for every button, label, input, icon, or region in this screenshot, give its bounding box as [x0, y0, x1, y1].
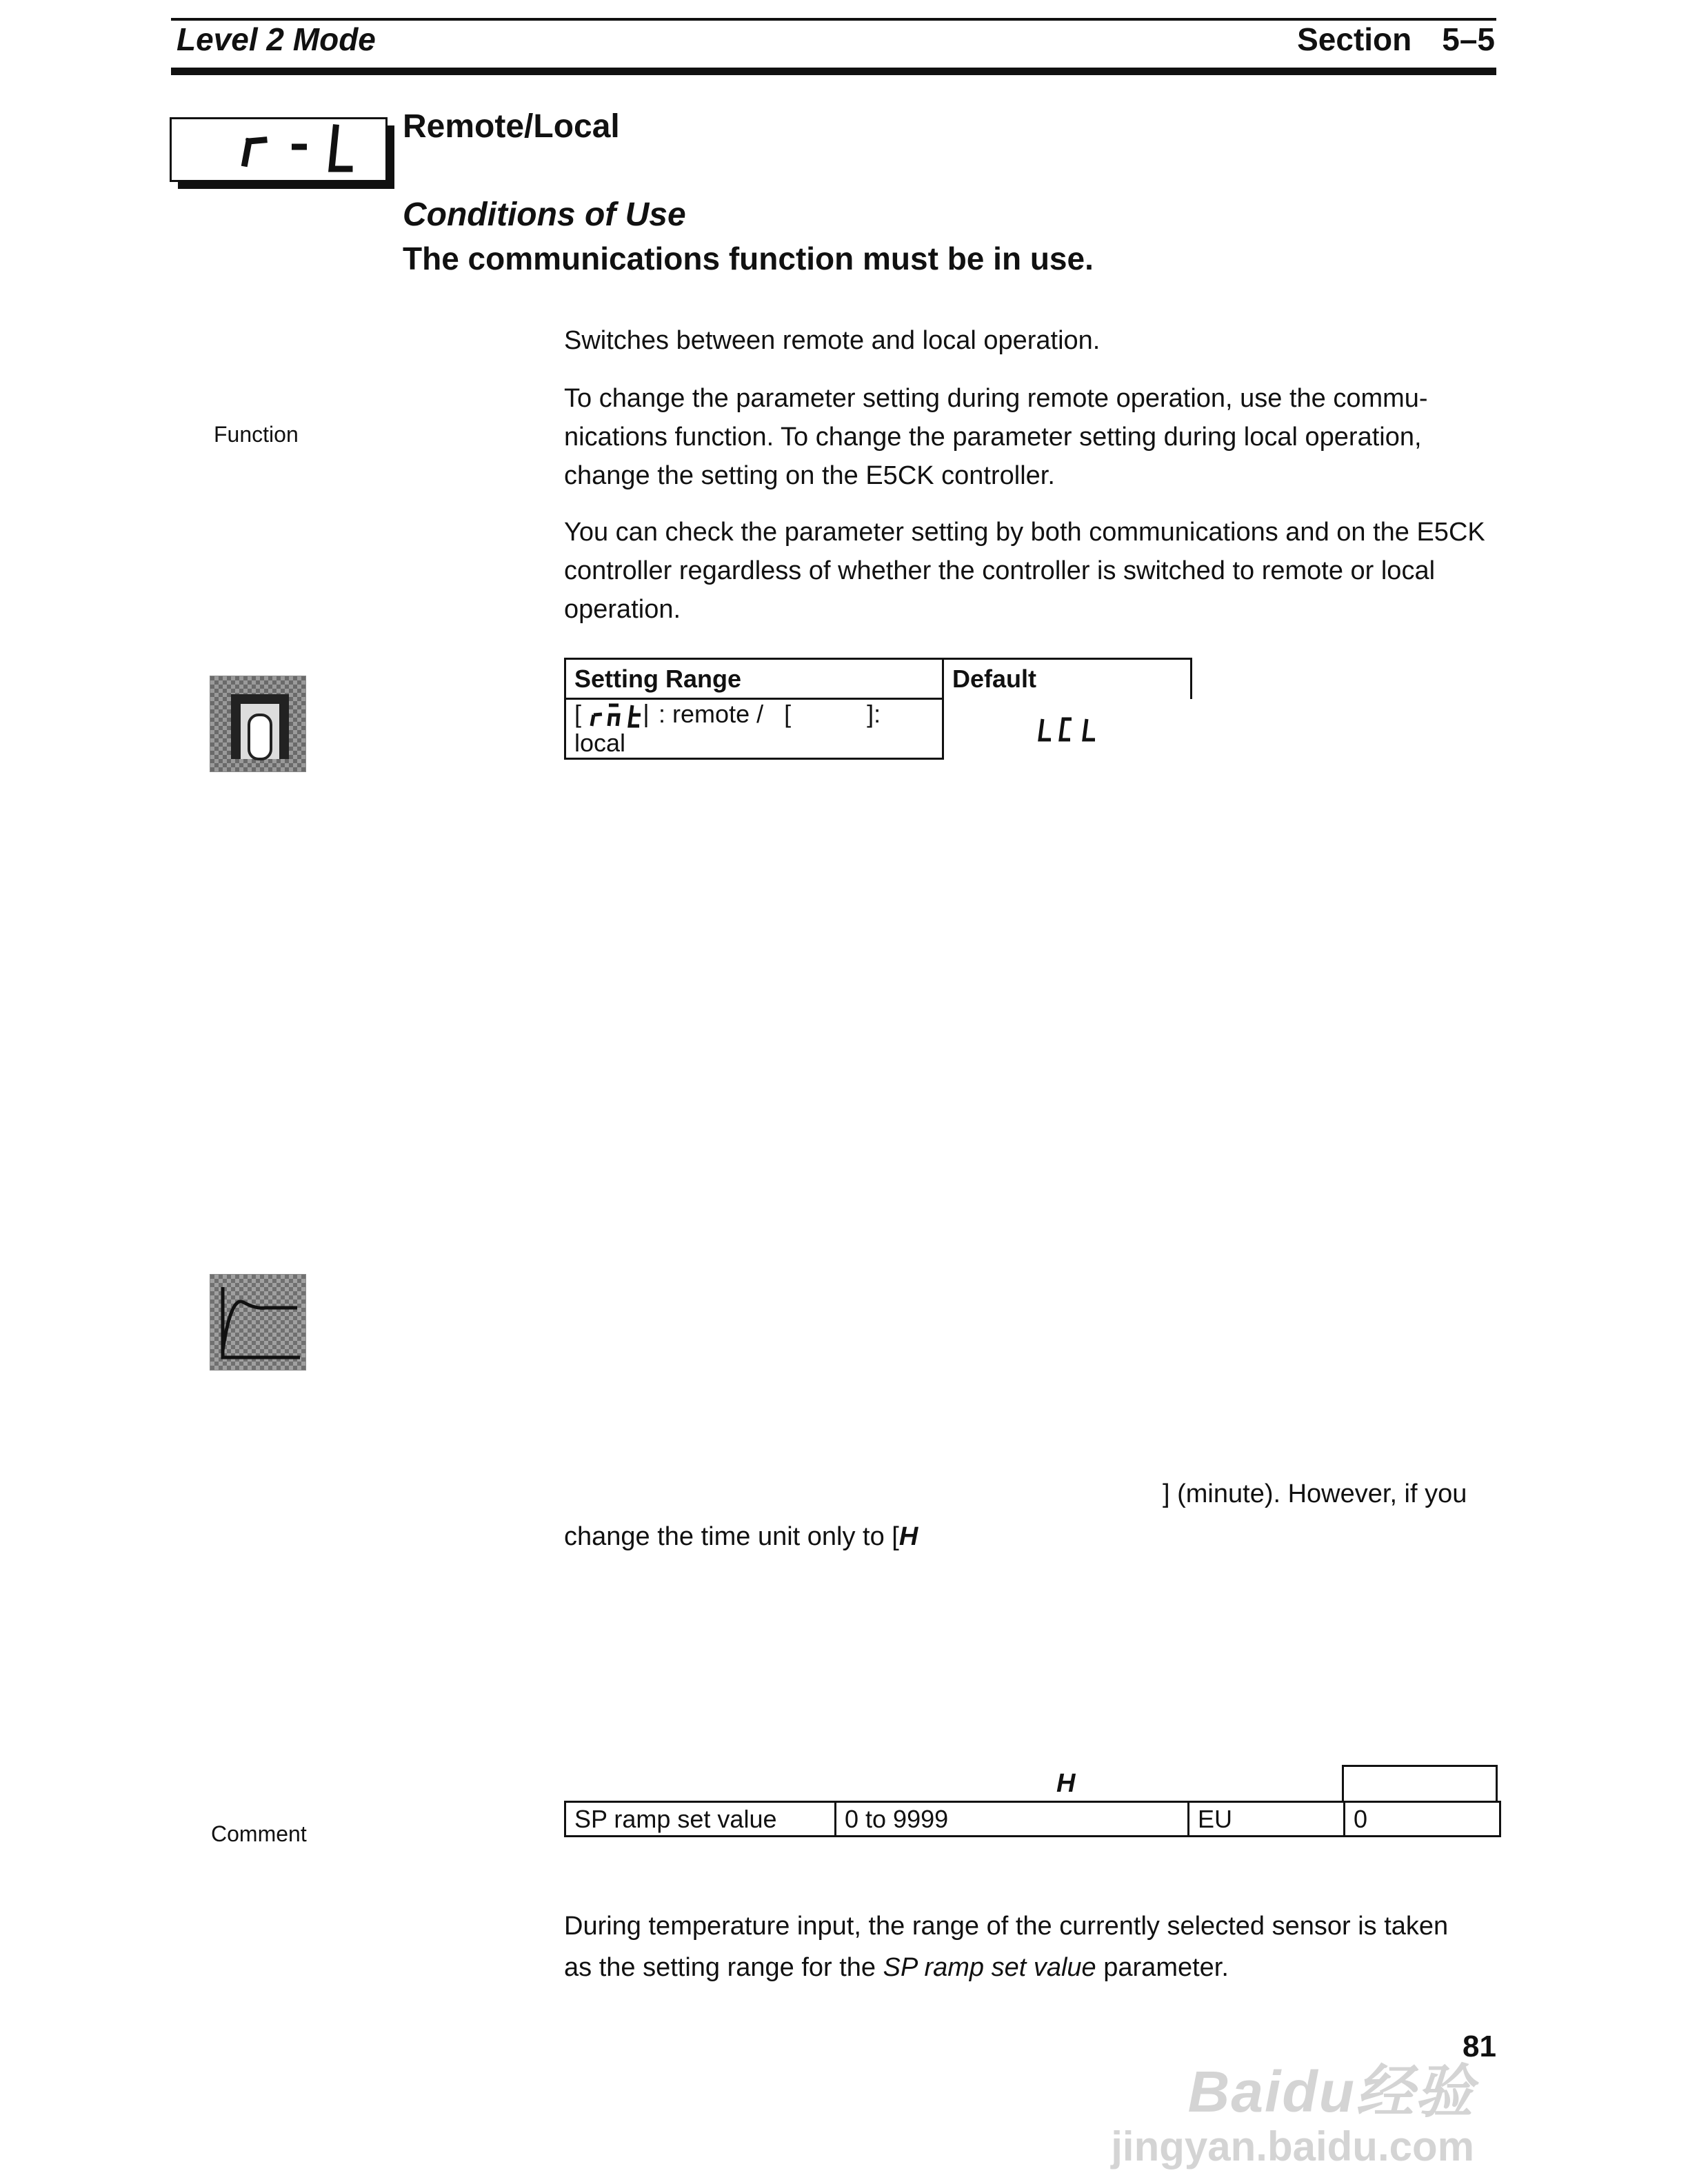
- last-line-2-param: SP ramp set value: [883, 1953, 1096, 1982]
- ramp-graph-icon: [210, 1274, 306, 1371]
- paragraph-3: You can check the parameter setting by both communications and on the E5CK controller regardless of whether the controller is switched to remote or local operation.: [564, 518, 1485, 624]
- setting-range-value: [565, 699, 943, 759]
- table-row: [565, 1802, 1500, 1837]
- comment-label: Comment: [211, 1821, 307, 1846]
- parameter-title: Remote/Local: [403, 108, 620, 145]
- function-label: Function: [214, 422, 299, 447]
- default-header: Default: [943, 659, 1192, 699]
- fragment-minute-text: ] (minute). However, if you: [1163, 1479, 1467, 1508]
- section-label: [1297, 21, 1495, 58]
- setting-range-header: Setting Range: [565, 659, 943, 699]
- range-open-bracket: [: [574, 700, 582, 728]
- conditions-text: The communications function must be in use.: [403, 241, 1094, 276]
- fragment-time-unit: [564, 1522, 918, 1552]
- last-line-2-start: as the setting range for the: [564, 1953, 883, 1982]
- paragraph-last-line-1: During temperature input, the range of the currently selected sensor is taken: [564, 1912, 1449, 1941]
- ramp-cell-parameter: SP ramp set value: [565, 1802, 836, 1837]
- local-text: ]: local: [574, 700, 881, 758]
- paragraph-2: To change the parameter setting during remote operation, use the commu-nications function. To change the parameter setting during local operation, change the setting on the E5CK controller.: [564, 384, 1428, 490]
- seven-segment-rmt: [588, 702, 652, 729]
- fragment-time-unit-text: change the time unit only to [: [564, 1522, 899, 1551]
- paragraph-1: Switches between remote and local operation.: [564, 326, 1101, 355]
- ramp-table-h-symbol: H: [1056, 1769, 1076, 1798]
- section-number: 5–5: [1442, 21, 1495, 57]
- watermark-logo: Baidu经验: [1187, 2059, 1474, 2124]
- setting-hand-icon: [210, 676, 306, 772]
- watermark-url: jingyan.baidu.com: [1111, 2123, 1474, 2170]
- ramp-table: [564, 1801, 1501, 1837]
- header-rule-bottom: [171, 68, 1496, 75]
- fragment-h-symbol: H: [898, 1522, 918, 1551]
- ramp-table-header-cell: [1342, 1765, 1498, 1802]
- remote-text: : remote /: [659, 700, 764, 728]
- page-number: 81: [1463, 2030, 1496, 2063]
- paragraph-last-line-2: [564, 1948, 1502, 1987]
- last-line-2-end: parameter.: [1096, 1953, 1229, 1982]
- conditions-heading: Conditions of Use: [403, 196, 686, 233]
- setting-range-table: [564, 658, 1192, 760]
- local-open-bracket: [: [784, 700, 792, 728]
- ramp-cell-unit: EU: [1189, 1802, 1345, 1837]
- chapter-title: Level 2 Mode: [177, 21, 376, 57]
- default-value: [943, 699, 1192, 759]
- seven-segment-r-l: [172, 119, 385, 180]
- ramp-cell-default: 0: [1345, 1802, 1500, 1837]
- parameter-symbol-box: [170, 117, 388, 182]
- seven-segment-lcl: [1034, 716, 1101, 744]
- section-word: Section: [1297, 21, 1412, 57]
- ramp-cell-range: 0 to 9999: [836, 1802, 1189, 1837]
